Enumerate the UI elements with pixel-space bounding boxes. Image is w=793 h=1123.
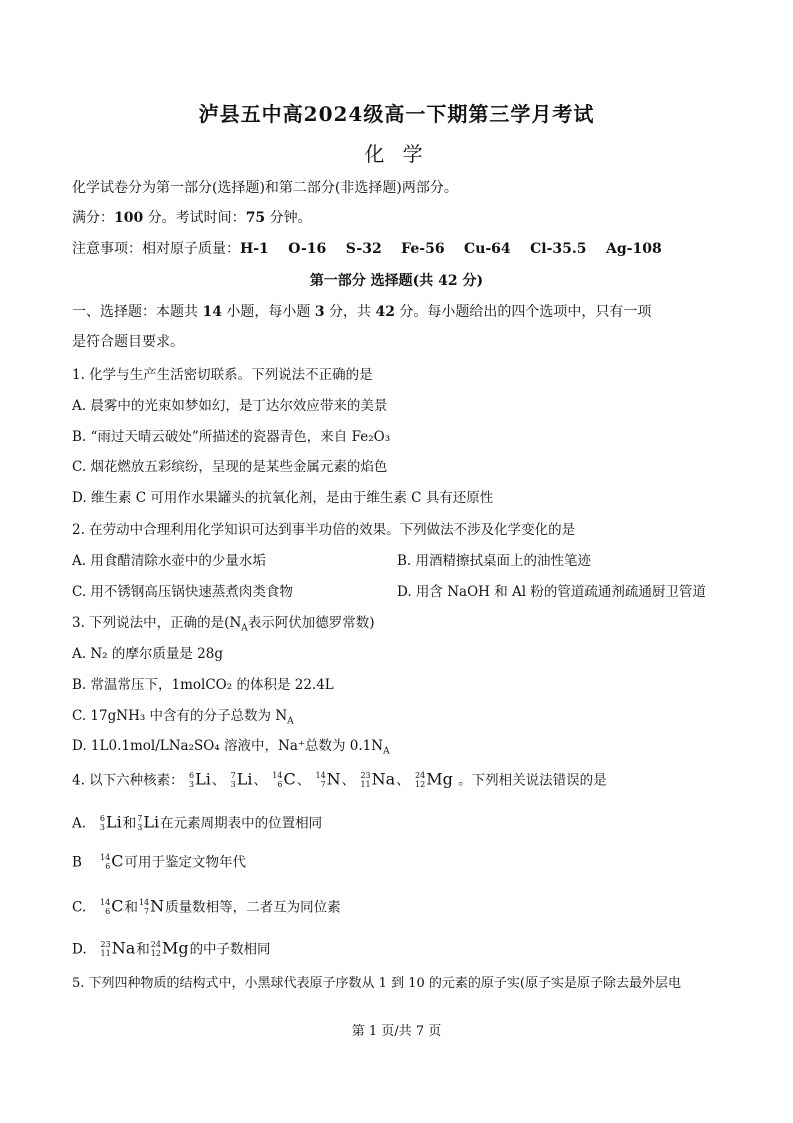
nuclide-li7: 7 3 Li <box>230 769 253 789</box>
nuclide-na23: 23 11 Na <box>100 938 136 958</box>
q2-option-a: A. 用食醋清除水壶中的少量水垢 <box>72 553 266 569</box>
intro-score-time: 满分：100 分。考试时间：75 分钟。 <box>72 210 312 226</box>
nuclide-n14: 14 7 N <box>315 769 341 789</box>
q4-stem: 4. 以下六种核素： 6 3 Li、 7 3 Li、 14 6 C、 14 7 N、 23 11 Na、 24 12 Mg 。下列相关说法错误的是 <box>72 769 607 795</box>
part1-instructions: 一、选择题：本题共 14 小题，每小题 3 分，共 42 分。每小题给出的四个选项中，只有一项 <box>72 304 652 320</box>
intro-parts: 化学试卷分为第一部分(选择题)和第二部分(非选择题)两部分。 <box>72 180 458 196</box>
q4-option-b: B 14 6 C可用于鉴定文物年代 <box>72 851 246 877</box>
nuclide-c14: 14 6 C <box>272 769 296 789</box>
q3-option-d: D. 1L0.1mol/LNa₂SO₄ 溶液中，Na⁺总数为 $0.1N_A$ <box>72 738 390 757</box>
q1-stem: 1. 化学与生产生活密切联系。下列说法不正确的是 <box>72 367 373 383</box>
q4-option-c: C. 14 6 C和 14 7 N质量数相等，二者互为同位素 <box>72 896 341 922</box>
nuclide-n14: 14 7 N <box>138 896 165 916</box>
nuclide-na23: 23 11 Na <box>360 769 396 789</box>
q1-option-b: B. “雨过天晴云破处”所描述的瓷器青色，来自 Fe₂O₃ <box>72 429 391 445</box>
nuclide-c14: 14 6 C <box>100 851 124 871</box>
q1-option-a: A. 晨雾中的光束如梦如幻，是丁达尔效应带来的美景 <box>72 398 388 414</box>
exam-title: 泸县五中高2024级高一下期第三学月考试 <box>198 102 595 126</box>
q3-option-c: C. 17gNH₃ 中含有的分子总数为 $N_A$ <box>72 708 294 727</box>
subject-title: 化 学 <box>364 142 429 166</box>
q1-option-c: C. 烟花燃放五彩缤纷，呈现的是某些金属元素的焰色 <box>72 459 388 475</box>
nuclide-li7: 7 3 Li <box>137 812 160 832</box>
nuclide-li6: 6 3 Li <box>188 769 211 789</box>
q5-stem: 5. 下列四种物质的结构式中，小黑球代表原子序数从 1 到 10 的元素的原子实(原子实是原子除去最外层电 <box>72 976 681 991</box>
intro-atomic-masses: 注意事项：相对原子质量：H-1 O-16 S-32 Fe-56 Cu-64 Cl-35.5 Ag-108 <box>72 241 662 257</box>
q4-option-a: A. 6 3 Li和 7 3 Li在元素周期表中的位置相同 <box>72 812 322 838</box>
nuclide-mg24: 24 12 Mg <box>150 938 189 958</box>
nuclide-mg24: 24 12 Mg <box>415 769 453 789</box>
q3-stem: 3. 下列说法中，正确的是($N_A$表示阿伏加德罗常数) <box>72 615 375 634</box>
nuclide-li6: 6 3 Li <box>99 812 122 832</box>
q4-option-d: D. 23 11 Na和 24 12 Mg的中子数相同 <box>72 938 271 964</box>
part1-instructions-cont: 是符合题目要求。 <box>72 334 184 350</box>
part1-heading: 第一部分 选择题(共 42 分) <box>309 273 484 289</box>
q2-option-b: B. 用酒精擦拭桌面上的油性笔迹 <box>397 553 592 569</box>
page-footer: 第 1 页/共 7 页 <box>351 1024 442 1039</box>
nuclide-c14: 14 6 C <box>100 896 124 916</box>
q3-option-b: B. 常温常压下，1molCO₂ 的体积是 22.4L <box>72 677 334 693</box>
q1-option-d: D. 维生素 C 可用作水果罐头的抗氧化剂，是由于维生素 C 具有还原性 <box>72 490 494 506</box>
q3-option-a: A. N₂ 的摩尔质量是 28g <box>72 646 223 662</box>
q2-option-c: C. 用不锈钢高压锅快速蒸煮肉类食物 <box>72 584 293 600</box>
q2-option-d: D. 用含 NaOH 和 Al 粉的管道疏通剂疏通厨卫管道 <box>397 584 706 600</box>
q2-stem: 2. 在劳动中合理利用化学知识可达到事半功倍的效果。下列做法不涉及化学变化的是 <box>72 522 576 538</box>
